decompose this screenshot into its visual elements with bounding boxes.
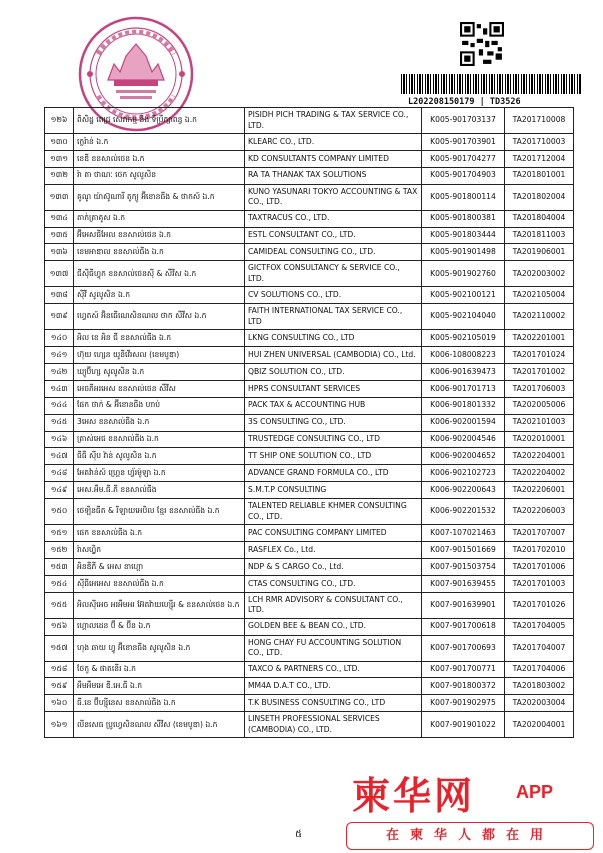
license-number: TA202201001	[505, 330, 574, 347]
row-number: ១៥៥	[45, 592, 74, 618]
english-name: 3S CONSULTING CO., LTD.	[245, 414, 422, 431]
row-number: ១៤៨	[45, 465, 74, 482]
table-row	[45, 465, 574, 482]
row-number: ១៥៩	[45, 678, 74, 695]
license-number: TA201701006	[505, 558, 574, 575]
english-name: TRUSTEDGE CONSULTING CO., LTD	[245, 431, 422, 448]
license-number: TA201704005	[505, 618, 574, 635]
english-name: T.K BUSINESS CONSULTING CO., LTD	[245, 695, 422, 712]
row-number: ១៥៧	[45, 635, 74, 661]
khmer-name: ធី.ខេ ប៊ីហ្ស៊ីនេស ខនសាល់ធីង ឯ.ក	[74, 695, 245, 712]
license-number: TA202010001	[505, 431, 574, 448]
vat-tin: K005-901800114	[422, 184, 505, 210]
table-row	[45, 304, 574, 330]
row-number: ១៣២	[45, 167, 74, 184]
row-number: ១២៦	[45, 108, 74, 134]
vat-tin: K005-902104040	[422, 304, 505, 330]
khmer-name: ហ្គោលដេន ប៊ី & ប៊ីន ឯ.ក	[74, 618, 245, 635]
english-name: PACK TAX & ACCOUNTING HUB	[245, 397, 422, 414]
english-name: RASFLEX Co., Ltd.	[245, 542, 422, 559]
khmer-name: អែតវ៉ាន់ស៍ ហ្គ្រេន ហ្វ័រម៉ូឡា ឯ.ក	[74, 465, 245, 482]
english-name: KLEARC CO., LTD.	[245, 134, 422, 151]
khmer-name: ហ្វេតស៍ អ៊ិនធើណេសិនណល ថាក សឺវីស ឯ.ក	[74, 304, 245, 330]
vat-tin: K006-902004546	[422, 431, 505, 448]
english-name: TAXTRACUS CO., LTD.	[245, 210, 422, 227]
khmer-name: ពិសិដ្ឋ ពេជ្រ សេវាកម្ម និង ទីប្រឹក្សាពន្ធ ឯ.ក	[74, 108, 245, 134]
english-name: HUI ZHEN UNIVERSAL (CAMBODIA) CO., Ltd.	[245, 347, 422, 364]
khmer-name: ក្លេរ៉ាន់ ឯ.ក	[74, 134, 245, 151]
english-name: PISIDH PICH TRADING & TAX SERVICE CO., LTD.	[245, 108, 422, 134]
khmer-name: អិលស៊ីអេច អរអឹមអរ អ៊ែតវ៉ាយហ្ស៊ើរ & ខនសាល់ថេន ឯ.ក	[74, 592, 245, 618]
vat-tin: K005-901902760	[422, 261, 505, 287]
license-number: TA201701002	[505, 364, 574, 381]
license-number: TA202105004	[505, 287, 574, 304]
english-name: NDP & S CARGO Co., Ltd.	[245, 558, 422, 575]
table-row	[45, 227, 574, 244]
table-row	[45, 592, 574, 618]
khmer-name: ហ៊ុយ ហ្សេន យូនីវើរសល (ខេមបូឌា)	[74, 347, 245, 364]
vat-tin: K006-108008223	[422, 347, 505, 364]
vat-tin: K007-901800372	[422, 678, 505, 695]
khmer-name: ស៊ីធីអេអេស ខនសាល់ធីង ឯ.ក	[74, 575, 245, 592]
row-number: ១៣៨	[45, 287, 74, 304]
table-row	[45, 210, 574, 227]
vat-tin: K005-901703137	[422, 108, 505, 134]
license-number: TA201802004	[505, 184, 574, 210]
table-row	[45, 347, 574, 364]
khmer-name: ត្រាស់អេជ ខនសាល់ធីង ឯ.ក	[74, 431, 245, 448]
table-row	[45, 558, 574, 575]
row-number: ១៦០	[45, 695, 74, 712]
english-name: FAITH INTERNATIONAL TAX SERVICE CO., LTD	[245, 304, 422, 330]
license-number: TA201811003	[505, 227, 574, 244]
table-row	[45, 184, 574, 210]
vat-tin: K006-902201532	[422, 499, 505, 525]
table-row	[45, 414, 574, 431]
table-row	[45, 712, 574, 738]
row-number: ១៤១	[45, 347, 74, 364]
table-row	[45, 380, 574, 397]
row-number: ១៣៥	[45, 227, 74, 244]
license-number: TA201702010	[505, 542, 574, 559]
table-row	[45, 431, 574, 448]
english-name: KD CONSULTANTS COMPANY LIMITED	[245, 150, 422, 167]
row-number: ១៤២	[45, 364, 74, 381]
english-name: CV SOLUTIONS CO., LTD.	[245, 287, 422, 304]
license-number: TA201803002	[505, 678, 574, 695]
khmer-name: ផែក ថាក់ & អ៊ីខោនធីង ហាប់	[74, 397, 245, 414]
vat-tin: K005-901803444	[422, 227, 505, 244]
table-row	[45, 448, 574, 465]
english-name: RA TA THANAK TAX SOLUTIONS	[245, 167, 422, 184]
row-number: ១៤០	[45, 330, 74, 347]
row-number: ១៦១	[45, 712, 74, 738]
khmer-name: រ៉ាសហ្វ្លិក	[74, 542, 245, 559]
license-number: TA201706003	[505, 380, 574, 397]
khmer-name: តាក់ត្រាគូស ឯ.ក	[74, 210, 245, 227]
table-row	[45, 150, 574, 167]
row-number: ១៤៧	[45, 448, 74, 465]
watermark-app-label: APP	[516, 782, 554, 802]
table-row	[45, 661, 574, 678]
khmer-name: ផេក ខនសាល់ធីង ឯ.ក	[74, 525, 245, 542]
khmer-name: ថេឡិនធីត & រីឡាយអេបិល ខ្មែរ ខនសាល់ធីង ឯ.ក	[74, 499, 245, 525]
khmer-name: ហុង ឆាយ ហ្វូ អ៊ីខោនធីង សូលូសិន ឯ.ក	[74, 635, 245, 661]
vat-tin: K007-901501669	[422, 542, 505, 559]
english-name: ESTL CONSULTANT CO., LTD.	[245, 227, 422, 244]
english-name: LCH RMR ADVISORY & CONSULTANT CO., LTD.	[245, 592, 422, 618]
license-number: TA202003004	[505, 695, 574, 712]
english-name: HONG CHAY FU ACCOUNTING SOLUTION CO., LTD.	[245, 635, 422, 661]
vat-tin: K005-901800381	[422, 210, 505, 227]
khmer-name: ខេមអាឌាល ខនសាល់ធីង ឯ.ក	[74, 244, 245, 261]
barcode	[401, 74, 581, 94]
english-name: GOLDEN BEE & BEAN CO., LTD.	[245, 618, 422, 635]
row-number: ១៣០	[45, 134, 74, 151]
license-number: TA202005006	[505, 397, 574, 414]
row-number: ១៥២	[45, 542, 74, 559]
table-row	[45, 108, 574, 134]
license-number: TA201710003	[505, 134, 574, 151]
english-name: TALENTED RELIABLE KHMER CONSULTING CO., LTD.	[245, 499, 422, 525]
khmer-name: អឹមអឹមអេ ឌី.អេ.ធី ឯ.ក	[74, 678, 245, 695]
english-name: KUNO YASUNARI TOKYO ACCOUNTING & TAX CO., LTD.	[245, 184, 422, 210]
vat-tin: K006-901701713	[422, 380, 505, 397]
row-number: ១៥១	[45, 525, 74, 542]
vat-tin: K005-901704277	[422, 150, 505, 167]
english-name: LKNG CONSULTING CO., LTD	[245, 330, 422, 347]
vat-tin: K005-902100121	[422, 287, 505, 304]
license-number: TA202204002	[505, 465, 574, 482]
tax-agent-registry-table	[44, 107, 574, 738]
table-row	[45, 499, 574, 525]
row-number: ១៣៤	[45, 210, 74, 227]
row-number: ១៣៦	[45, 244, 74, 261]
license-number: TA202206001	[505, 482, 574, 499]
vat-tin: K007-107021463	[422, 525, 505, 542]
khmer-name: ខេឌី ខនសាល់ថេន ឯ.ក	[74, 150, 245, 167]
english-name: S.M.T.P CONSULTING	[245, 482, 422, 499]
khmer-name: ថែកូ & ផាតនើរ ឯ.ក	[74, 661, 245, 678]
row-number: ១៤៩	[45, 482, 74, 499]
vat-tin: K007-901639901	[422, 592, 505, 618]
license-number: TA201704007	[505, 635, 574, 661]
khmer-name: អិនឌីភី & អេស ខាហ្គោ	[74, 558, 245, 575]
vat-tin: K006-902200643	[422, 482, 505, 499]
english-name: QBIZ SOLUTION CO., LTD.	[245, 364, 422, 381]
table-row	[45, 695, 574, 712]
khmer-name: ស៊ីវី សូលូសិន ឯ.ក	[74, 287, 245, 304]
table-row	[45, 261, 574, 287]
license-number: TA202101003	[505, 414, 574, 431]
license-number: TA202004001	[505, 712, 574, 738]
vat-tin: K005-901704903	[422, 167, 505, 184]
english-name: PAC CONSULTING COMPANY LIMITED	[245, 525, 422, 542]
license-number: TA201710008	[505, 108, 574, 134]
license-number: TA201701026	[505, 592, 574, 618]
khmer-name: អិល ខេ អិន ជី ខនសាល់ធីង ឯ.ក	[74, 330, 245, 347]
vat-tin: K007-901902975	[422, 695, 505, 712]
vat-tin: K005-902105019	[422, 330, 505, 347]
table-row	[45, 134, 574, 151]
english-name: HPRS CONSULTANT SERVICES	[245, 380, 422, 397]
vat-tin: K007-901700771	[422, 661, 505, 678]
english-name: LINSETH PROFESSIONAL SERVICES (CAMBODIA) CO., LTD.	[245, 712, 422, 738]
khmer-name: ជីស៊ីធីហ្វុក ខនសាល់ថេនស៊ី & សឺវីស ឯ.ក	[74, 261, 245, 287]
row-number: ១៤៤	[45, 397, 74, 414]
row-number: ១៥០	[45, 499, 74, 525]
khmer-name: គូណូ យ៉ាស៊ូណារី តូក្យូ អ៊ីខោនធីង & ថាកស៍ ឯ.ក	[74, 184, 245, 210]
english-name: GICTFOX CONSULTANCY & SERVICE CO., LTD.	[245, 261, 422, 287]
vat-tin: K007-901700618	[422, 618, 505, 635]
license-number: TA202204001	[505, 448, 574, 465]
table-row	[45, 678, 574, 695]
english-name: ADVANCE GRAND FORMULA CO., LTD	[245, 465, 422, 482]
row-number: ១៣៧	[45, 261, 74, 287]
english-name: CTAS CONSULTING CO., LTD.	[245, 575, 422, 592]
license-number: TA201701003	[505, 575, 574, 592]
license-number: TA201707007	[505, 525, 574, 542]
license-number: TA201704006	[505, 661, 574, 678]
vat-tin: K007-901503754	[422, 558, 505, 575]
khmer-name: អេចភីអរអេស ខនសាល់ថេន សឺវីស	[74, 380, 245, 397]
row-number: ១៣១	[45, 150, 74, 167]
vat-tin: K006-902102723	[422, 465, 505, 482]
khmer-name: អ៊ីអេសធីអែល ខនសាល់ថេន ឯ.ក	[74, 227, 245, 244]
vat-tin: K007-901639455	[422, 575, 505, 592]
row-number: ១៤៣	[45, 380, 74, 397]
row-number: ១៥៨	[45, 661, 74, 678]
vat-tin: K005-901901498	[422, 244, 505, 261]
qr-code-icon	[460, 22, 504, 66]
english-name: CAMIDEAL CONSULTING CO., LTD.	[245, 244, 422, 261]
license-number: TA202206003	[505, 499, 574, 525]
table-row	[45, 364, 574, 381]
page-number: ៥	[295, 829, 303, 840]
license-number: TA201804004	[505, 210, 574, 227]
vat-tin: K006-901801332	[422, 397, 505, 414]
table-row	[45, 397, 574, 414]
license-number: TA202110002	[505, 304, 574, 330]
license-number: TA201801001	[505, 167, 574, 184]
row-number: ១៥៣	[45, 558, 74, 575]
watermark-brand: 柬华网	[352, 773, 476, 818]
english-name: TAXCO & PARTNERS CO., LTD.	[245, 661, 422, 678]
table-row	[45, 482, 574, 499]
table-row	[45, 575, 574, 592]
table-row	[45, 287, 574, 304]
table-row	[45, 542, 574, 559]
table-row	[45, 167, 574, 184]
khmer-name: 3អេស ខនសាល់ធីង ឯ.ក	[74, 414, 245, 431]
barcode-number: L202208150179 | TD3526	[408, 97, 521, 107]
license-number: TA202003002	[505, 261, 574, 287]
vat-tin: K006-901639473	[422, 364, 505, 381]
row-number: ១៣៩	[45, 304, 74, 330]
vat-tin: K005-901703901	[422, 134, 505, 151]
khmer-name: លីនសេធ ប្រូហ្វេសិនណល សឺវីស (ខេមបូឌា) ឯ.ក	[74, 712, 245, 738]
english-name: TT SHIP ONE SOLUTION CO., LTD	[245, 448, 422, 465]
khmer-name: រ៉ា តា ថាណៈ ថេក សូលូសិន	[74, 167, 245, 184]
vat-tin: K007-901700693	[422, 635, 505, 661]
table-row	[45, 330, 574, 347]
watermark-tagline: 在柬华人都在用	[346, 822, 594, 850]
vat-tin: K006-902001594	[422, 414, 505, 431]
table-row	[45, 244, 574, 261]
row-number: ១៤៥	[45, 414, 74, 431]
english-name: MM4A D.A.T CO., LTD.	[245, 678, 422, 695]
row-number: ១៣៣	[45, 184, 74, 210]
license-number: TA201712004	[505, 150, 574, 167]
table-row	[45, 635, 574, 661]
khmer-name: ឃ្យូប៊ីហ្ស សូលូសិន ឯ.ក	[74, 364, 245, 381]
vat-tin: K007-901901022	[422, 712, 505, 738]
table-row	[45, 525, 574, 542]
khmer-name: អេស.អឹម.ធី.ភី ខនសាល់ធីង	[74, 482, 245, 499]
license-number: TA201906001	[505, 244, 574, 261]
vat-tin: K006-902004652	[422, 448, 505, 465]
table-row	[45, 618, 574, 635]
row-number: ១៥៦	[45, 618, 74, 635]
khmer-name: ធីធី ស៊ីប វ៉ាន់ សូលូសិន ឯ.ក	[74, 448, 245, 465]
row-number: ១៥៤	[45, 575, 74, 592]
license-number: TA201701024	[505, 347, 574, 364]
row-number: ១៤៦	[45, 431, 74, 448]
